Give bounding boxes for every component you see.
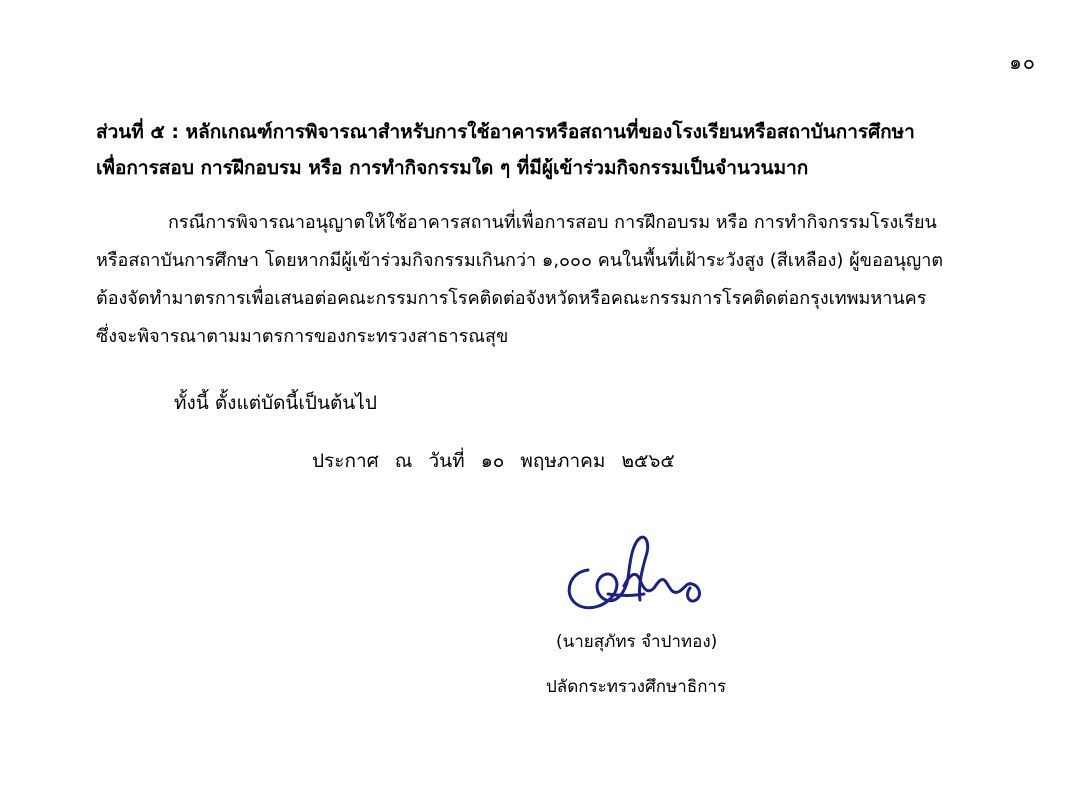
announcement-year: ๒๕๖๕: [621, 450, 675, 472]
announcement-day-label: วันที่: [428, 450, 465, 472]
section-heading-line-2: เพื่อการสอบ การฝึกอบรม หรือ การทำกิจกรรมใด ๆ ที่มีผู้เข้าร่วมกิจกรรมเป็นจำนวนมาก: [96, 157, 809, 179]
paragraph-line-2: หรือสถาบันการศึกษา โดยหากมีผู้เข้าร่วมกิจกรรมเกินกว่า ๑,๐๐๐ คนในพื้นที่เฝ้าระวังสูง (สีเหลือง) ผู้ขออนุญาต: [96, 250, 944, 271]
handwritten-signature: [560, 530, 720, 620]
paragraph-line-1: กรณีการพิจารณาอนุญาตให้ใช้อาคารสถานที่เพื่อการสอบ การฝึกอบรม หรือ การทำกิจกรรมโรงเรียน: [168, 212, 937, 233]
effective-statement: ทั้งนี้ ตั้งแต่บัดนี้เป็นต้นไป: [174, 392, 377, 414]
announcement-on: ณ: [394, 450, 413, 472]
page-number: ๑๐: [1009, 50, 1036, 74]
announcement-prefix: ประกาศ: [312, 450, 379, 472]
announcement-month: พฤษภาคม: [520, 450, 606, 472]
announcement-date: [312, 446, 685, 476]
announcement-day: ๑๐: [480, 450, 505, 472]
signer-title: ปลัดกระทรวงศึกษาธิการ: [546, 677, 727, 697]
section-heading-line-1: ส่วนที่ ๕ : หลักเกณฑ์การพิจารณาสำหรับการใช้อาคารหรือสถานที่ของโรงเรียนหรือสถาบันการศึกษา: [96, 121, 915, 143]
section-heading: [96, 114, 1046, 186]
signer-name: (นายสุภัทร จำปาทอง): [556, 632, 718, 652]
paragraph-line-3: ต้องจัดทำมาตรการเพื่อเสนอต่อคณะกรรมการโรคติดต่อจังหวัดหรือคณะกรรมการโรคติดต่อกรุงเทพมหานคร: [96, 288, 927, 309]
paragraph-line-4: ซึ่งจะพิจารณาตามมาตรการของกระทรวงสาธารณสุข: [96, 326, 509, 347]
body-paragraph: [96, 204, 1040, 356]
